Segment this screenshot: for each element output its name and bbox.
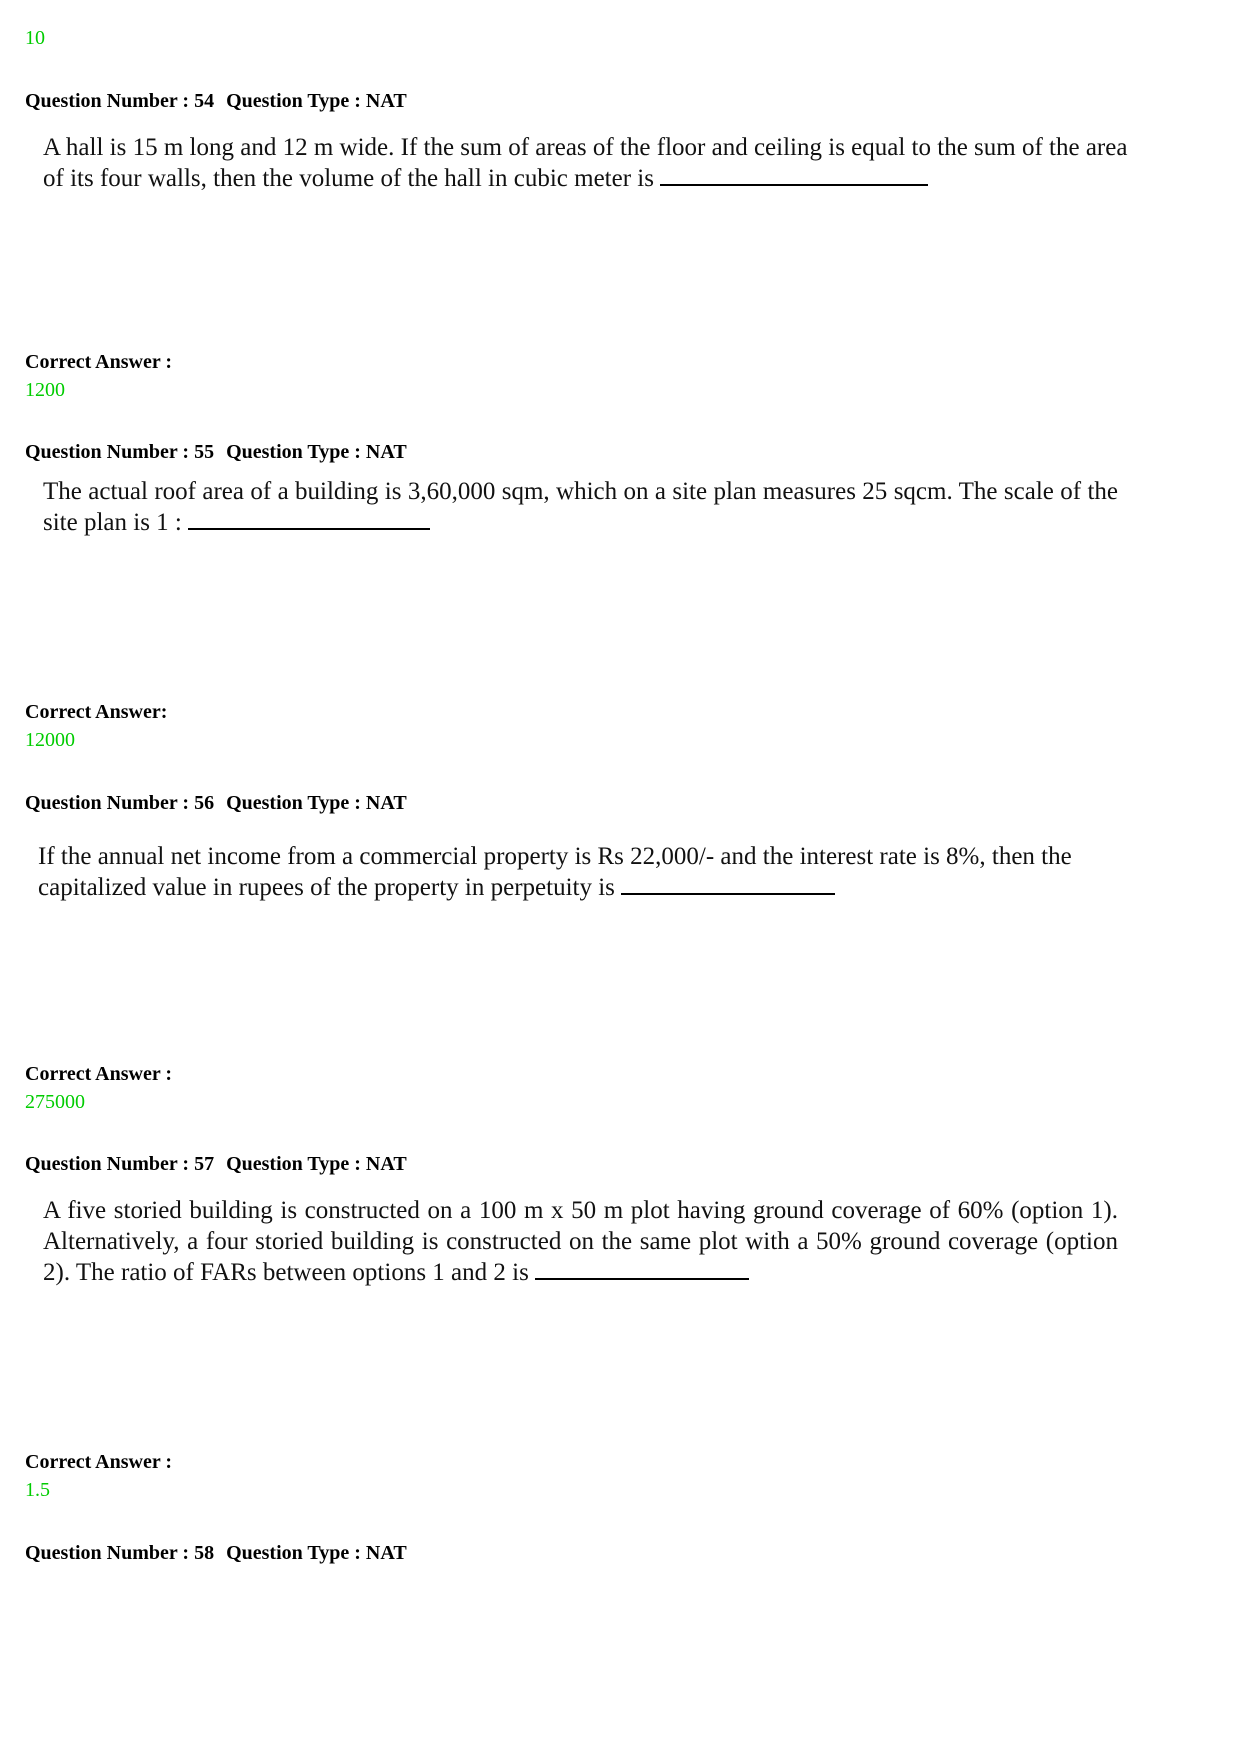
- correct-answer-value-57: 1.5: [25, 1479, 50, 1501]
- question-type-label: Question Type : NAT: [226, 1542, 407, 1564]
- question-text-54: [43, 132, 1128, 194]
- correct-answer-value-54: 1200: [25, 379, 65, 401]
- question-text-57: [43, 1195, 1118, 1288]
- correct-answer-label-55: Correct Answer:: [25, 701, 168, 723]
- question-number-label: Question Number : 55: [25, 441, 215, 463]
- question-header-54: [25, 89, 407, 113]
- question-text: A hall is 15 m long and 12 m wide. If the sum of areas of the floor and ceiling is equal to the sum of the area of its four walls, then the volume of the hall in cubic meter is: [43, 134, 1128, 192]
- answer-blank: [621, 873, 835, 895]
- correct-answer-label-54: Correct Answer :: [25, 351, 172, 373]
- question-text-56: [38, 841, 1128, 903]
- question-header-58: [25, 1541, 407, 1565]
- question-text: The actual roof area of a building is 3,60,000 sqm, which on a site plan measures 25 sqcm. The scale of the site plan is 1 :: [43, 478, 1118, 536]
- question-text-55: [43, 476, 1118, 538]
- answer-blank: [188, 508, 430, 530]
- question-number-label: Question Number : 57: [25, 1153, 215, 1175]
- question-type-label: Question Type : NAT: [226, 792, 407, 814]
- question-text: A five storied building is constructed on a 100 m x 50 m plot having ground coverage of 60% (option 1). Alternatively, a four storied building is constructed on the same plot with a 50% ground coverage (option 2). The ratio of FARs between options 1 and 2 is: [43, 1197, 1118, 1286]
- correct-answer-value-55: 12000: [25, 729, 75, 751]
- question-number-label: Question Number : 54: [25, 90, 215, 112]
- question-number-label: Question Number : 58: [25, 1542, 215, 1564]
- answer-blank: [535, 1258, 749, 1280]
- question-text: If the annual net income from a commercial property is Rs 22,000/- and the interest rate is 8%, then the capitalized value in rupees of the property in perpetuity is: [38, 843, 1072, 901]
- question-number-label: Question Number : 56: [25, 792, 215, 814]
- correct-answer-value-56: 275000: [25, 1091, 85, 1113]
- answer-blank: [660, 164, 928, 186]
- question-type-label: Question Type : NAT: [226, 90, 407, 112]
- question-header-57: [25, 1152, 407, 1176]
- page-number: 10: [25, 27, 45, 49]
- question-type-label: Question Type : NAT: [226, 441, 407, 463]
- correct-answer-label-56: Correct Answer :: [25, 1063, 172, 1085]
- question-type-label: Question Type : NAT: [226, 1153, 407, 1175]
- correct-answer-label-57: Correct Answer :: [25, 1451, 172, 1473]
- question-header-56: [25, 791, 407, 815]
- question-header-55: [25, 440, 407, 464]
